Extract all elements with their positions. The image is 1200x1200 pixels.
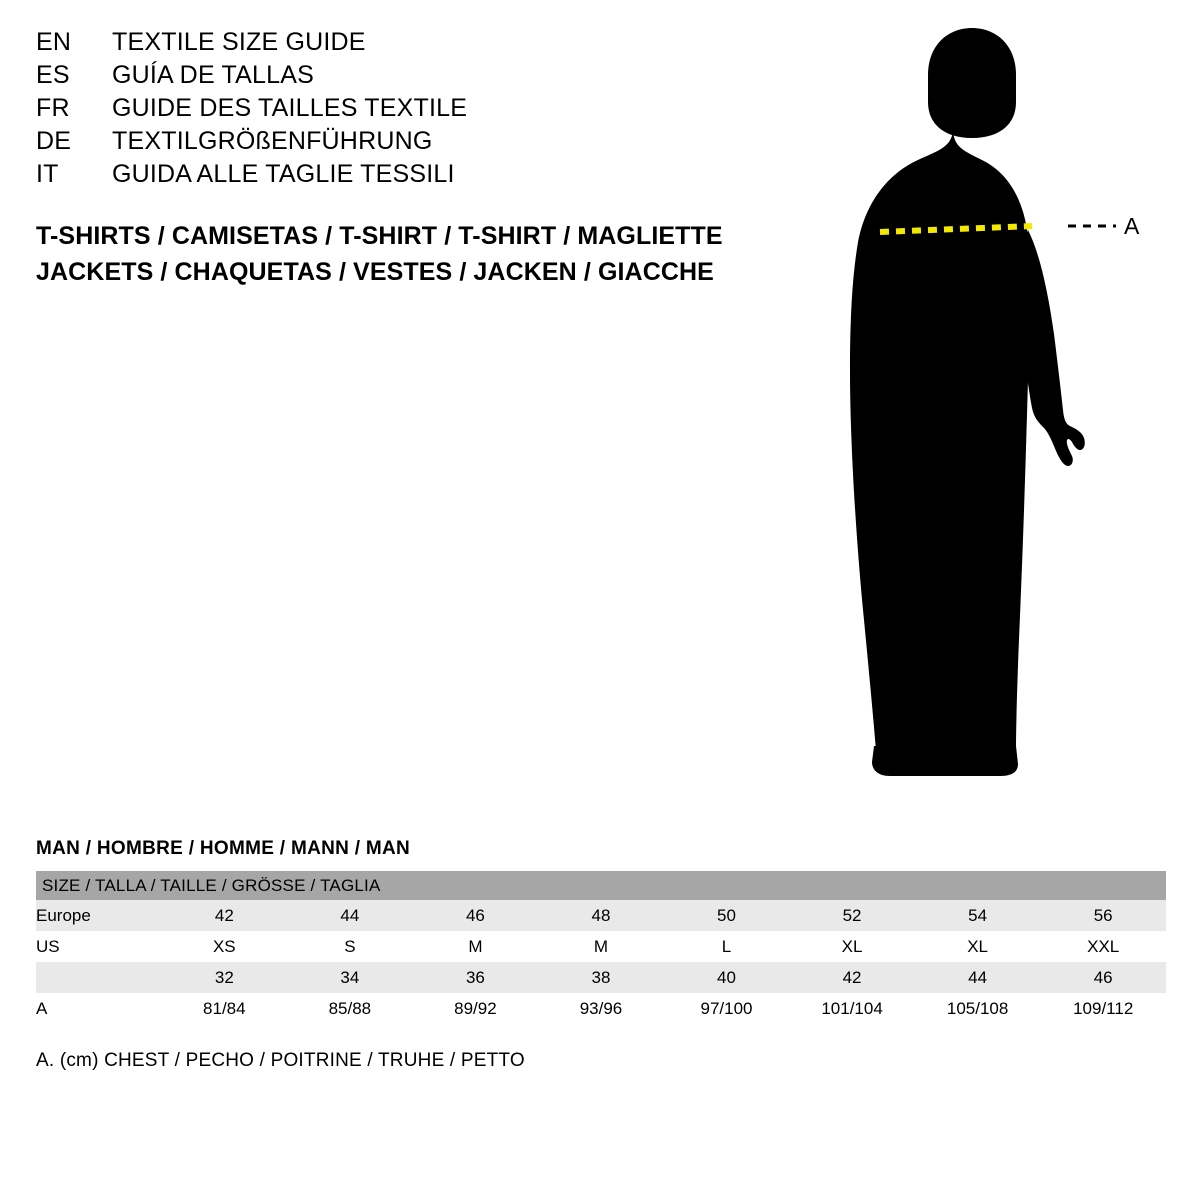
cell-europe-1: 42 — [162, 900, 288, 931]
category-jackets: JACKETS / CHAQUETAS / VESTES / JACKEN / GIACCHE — [36, 258, 714, 286]
cell-a-7: 105/108 — [915, 993, 1041, 1024]
table-header-row — [36, 871, 1166, 900]
language-row-fr — [36, 94, 796, 127]
language-text-it: GUIDA ALLE TAGLIE TESSILI — [112, 160, 455, 188]
cell-europe-5: 50 — [664, 900, 790, 931]
cell-a-5: 97/100 — [664, 993, 790, 1024]
table-footnote: A. (cm) CHEST / PECHO / POITRINE / TRUHE / PETTO — [36, 1050, 525, 1071]
cell-a-1: 81/84 — [162, 993, 288, 1024]
chest-measure-label: A — [1124, 213, 1140, 239]
cell-a-2: 85/88 — [287, 993, 413, 1024]
cell-us-4: M — [538, 931, 664, 962]
cell-us-3: M — [413, 931, 539, 962]
cell-num-7: 44 — [915, 962, 1041, 993]
cell-us-1: XS — [162, 931, 288, 962]
table-row — [36, 993, 1166, 1024]
language-text-fr: GUIDE DES TAILLES TEXTILE — [112, 94, 468, 122]
cell-num-2: 34 — [287, 962, 413, 993]
cell-num-6: 42 — [789, 962, 915, 993]
cell-europe-3: 46 — [413, 900, 539, 931]
category-list — [36, 218, 723, 290]
language-code-de: DE — [36, 127, 72, 155]
cell-us-8: XXL — [1040, 931, 1166, 962]
category-tshirts: T-SHIRTS / CAMISETAS / T-SHIRT / T-SHIRT / MAGLIETTE — [36, 222, 723, 250]
cell-us-6: XL — [789, 931, 915, 962]
size-table-section — [36, 838, 1166, 1072]
language-text-de: TEXTILGRÖßENFÜHRUNG — [112, 127, 433, 155]
language-header — [36, 28, 796, 193]
row-label-europe: Europe — [36, 900, 162, 931]
table-header-label: SIZE / TALLA / TAILLE / GRÖSSE / TAGLIA — [36, 871, 1166, 900]
table-row — [36, 931, 1166, 962]
language-text-es: GUÍA DE TALLAS — [112, 61, 314, 89]
cell-europe-6: 52 — [789, 900, 915, 931]
table-row — [36, 962, 1166, 993]
cell-a-6: 101/104 — [789, 993, 915, 1024]
language-code-en: EN — [36, 28, 72, 56]
body-silhouette-figure — [820, 20, 1180, 790]
table-row — [36, 900, 1166, 931]
language-row-de — [36, 127, 796, 160]
cell-us-5: L — [664, 931, 790, 962]
cell-us-2: S — [287, 931, 413, 962]
cell-us-7: XL — [915, 931, 1041, 962]
cell-europe-4: 48 — [538, 900, 664, 931]
cell-num-5: 40 — [664, 962, 790, 993]
table-section-title: MAN / HOMBRE / HOMME / MANN / MAN — [36, 838, 411, 859]
cell-a-8: 109/112 — [1040, 993, 1166, 1024]
row-label-us: US — [36, 931, 162, 962]
row-label-numeric — [36, 962, 162, 993]
size-table — [36, 871, 1166, 1024]
language-row-it — [36, 160, 796, 193]
language-row-es — [36, 61, 796, 94]
man-silhouette-icon — [850, 28, 1085, 776]
cell-num-1: 32 — [162, 962, 288, 993]
cell-num-8: 46 — [1040, 962, 1166, 993]
cell-europe-7: 54 — [915, 900, 1041, 931]
language-code-fr: FR — [36, 94, 70, 122]
cell-europe-2: 44 — [287, 900, 413, 931]
row-label-a: A — [36, 993, 162, 1024]
language-code-it: IT — [36, 160, 59, 188]
cell-europe-8: 56 — [1040, 900, 1166, 931]
cell-a-4: 93/96 — [538, 993, 664, 1024]
language-text-en: TEXTILE SIZE GUIDE — [112, 28, 366, 56]
cell-num-3: 36 — [413, 962, 539, 993]
cell-num-4: 38 — [538, 962, 664, 993]
cell-a-3: 89/92 — [413, 993, 539, 1024]
language-code-es: ES — [36, 61, 70, 89]
language-row-en — [36, 28, 796, 61]
